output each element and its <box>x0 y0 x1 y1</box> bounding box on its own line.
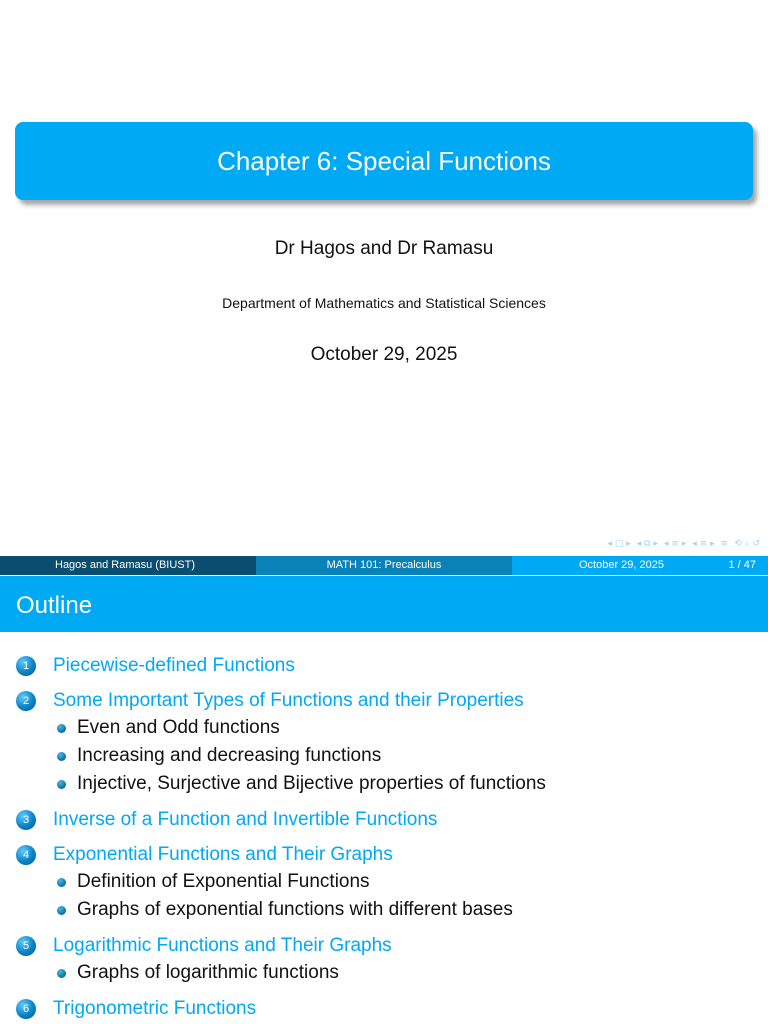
nav-subsection-icon[interactable]: ◂ ⧉ ▸ <box>636 539 658 549</box>
bullet-icon <box>57 906 66 915</box>
toc-section <box>0 932 768 987</box>
toc-section-link[interactable] <box>0 995 768 1022</box>
section-label[interactable]: Inverse of a Function and Invertible Functions <box>53 808 438 830</box>
subsection-label[interactable]: Graphs of logarithmic functions <box>77 962 339 983</box>
toc-subsection-link[interactable] <box>0 742 768 770</box>
section-number-ball: 5 <box>16 936 36 956</box>
bullet-icon <box>57 752 66 761</box>
outline-slide <box>0 576 768 1024</box>
presentation-title: Chapter 6: Special Functions <box>217 145 551 176</box>
subsection-label[interactable]: Increasing and decreasing functions <box>77 745 382 766</box>
toc-subsection-link[interactable] <box>0 714 768 742</box>
toc-section-link[interactable] <box>0 652 768 679</box>
subsection-label[interactable]: Graphs of exponential functions with different bases <box>77 899 513 920</box>
section-label[interactable]: Piecewise-defined Functions <box>53 654 295 676</box>
section-number-ball: 2 <box>16 691 36 711</box>
section-number-ball: 4 <box>16 845 36 865</box>
toc-section <box>0 687 768 798</box>
title-banner <box>15 122 753 200</box>
section-label[interactable]: Logarithmic Functions and Their Graphs <box>53 934 392 956</box>
subsection-label[interactable]: Even and Odd functions <box>77 717 280 738</box>
toc-section <box>0 841 768 924</box>
nav-appendix-icon[interactable]: ≡ <box>720 539 729 549</box>
authors: Dr Hagos and Dr Ramasu <box>274 238 494 259</box>
subsection-label[interactable]: Definition of Exponential Functions <box>77 871 370 892</box>
bullet-icon <box>57 780 66 789</box>
beamer-navigation-bar[interactable] <box>608 537 760 551</box>
toc-section-link[interactable] <box>0 841 768 868</box>
bullet-icon <box>57 724 66 733</box>
footer-right <box>512 556 768 575</box>
section-number-ball: 3 <box>16 810 36 830</box>
nav-section-icon[interactable]: ◂ ≡ ▸ <box>663 539 687 549</box>
toc-section-link[interactable] <box>0 687 768 714</box>
presentation-date: October 29, 2025 <box>310 344 458 365</box>
table-of-contents <box>0 652 768 1024</box>
footer-author: Hagos and Ramasu (BIUST) <box>0 556 256 575</box>
footer-date: October 29, 2025 <box>579 559 665 571</box>
section-label[interactable]: Trigonometric Functions <box>53 997 257 1019</box>
footer-page-number: 1 / 47 <box>728 559 756 571</box>
toc-subsection-link[interactable] <box>0 868 768 896</box>
section-label[interactable]: Exponential Functions and Their Graphs <box>53 843 393 865</box>
bullet-icon <box>57 878 66 887</box>
toc-subsection-link[interactable] <box>0 959 768 987</box>
frame-title: Outline <box>0 576 768 632</box>
toc-subsection-link[interactable] <box>0 770 768 798</box>
footer-course: MATH 101: Precalculus <box>256 556 512 575</box>
institute: Department of Mathematics and Statistical Sciences <box>222 295 546 311</box>
bullet-icon <box>57 969 66 978</box>
nav-document-icon[interactable]: ◂ ≡ ▸ <box>692 539 715 549</box>
section-number-ball: 1 <box>16 656 36 676</box>
toc-section <box>0 995 768 1022</box>
subsection-label[interactable]: Injective, Surjective and Bijective properties of functions <box>77 773 546 794</box>
section-number-ball: 6 <box>16 999 36 1019</box>
toc-section-link[interactable] <box>0 806 768 833</box>
toc-subsection-link[interactable] <box>0 896 768 924</box>
nav-frame-icon[interactable]: ◂ □ ▸ <box>607 539 631 549</box>
section-label[interactable]: Some Important Types of Functions and their Properties <box>53 689 524 711</box>
toc-section <box>0 806 768 833</box>
toc-section <box>0 652 768 679</box>
footer-bar <box>0 556 768 575</box>
toc-section-link[interactable] <box>0 932 768 959</box>
nav-search-back-icon[interactable]: ⟲ ⌕ ↺ <box>734 539 760 549</box>
